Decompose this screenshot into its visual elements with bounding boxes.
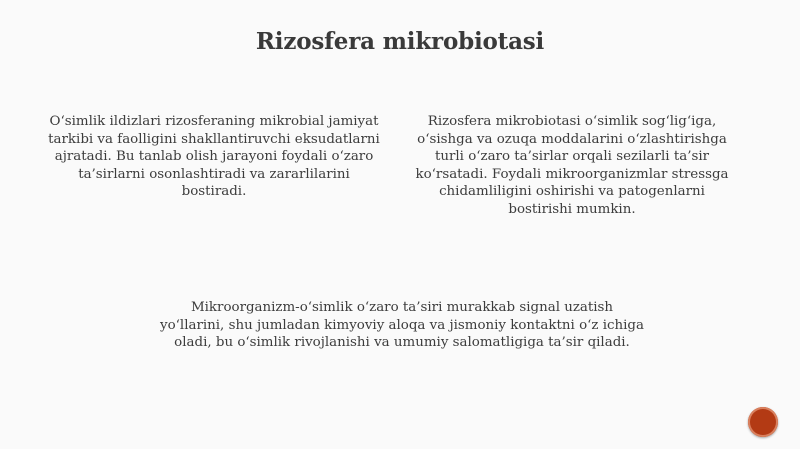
paragraph-bottom: Mikroorganizm-o‘simlik o‘zaro ta’siri murakkab signal uzatish yo‘llarini, shu jumladan kimyoviy aloqa va jismoniy kontaktni o‘z ichiga oladi, bu o‘simlik rivojlanishi va umumiy salomatligiga ta’sir qiladi. [160, 300, 644, 351]
paragraph-left: O‘simlik ildizlari rizosferaning mikrobial jamiyat tarkibi va faolligini shakllantiruvchi eksudatlarni ajratadi. Bu tanlab olish jarayoni foydali o‘zaro ta’sirlarni osonlashtiradi va zararlilarini bostiradi. [48, 114, 380, 200]
paragraph-right: Rizosfera mikrobiotasi o‘simlik sog‘lig‘iga, o‘sishga va ozuqa moddalarini o‘zlashtirishga turli o‘zaro ta’sirlar orqali sezilarli ta’sir ko‘rsatadi. Foydali mikroorganizmlar stressga chidamliligini oshirishi va patogenlarni bostirishi mumkin. [415, 114, 729, 217]
next-slide-button[interactable] [748, 407, 778, 437]
slide-title: Rizosfera mikrobiotasi [255, 28, 545, 55]
